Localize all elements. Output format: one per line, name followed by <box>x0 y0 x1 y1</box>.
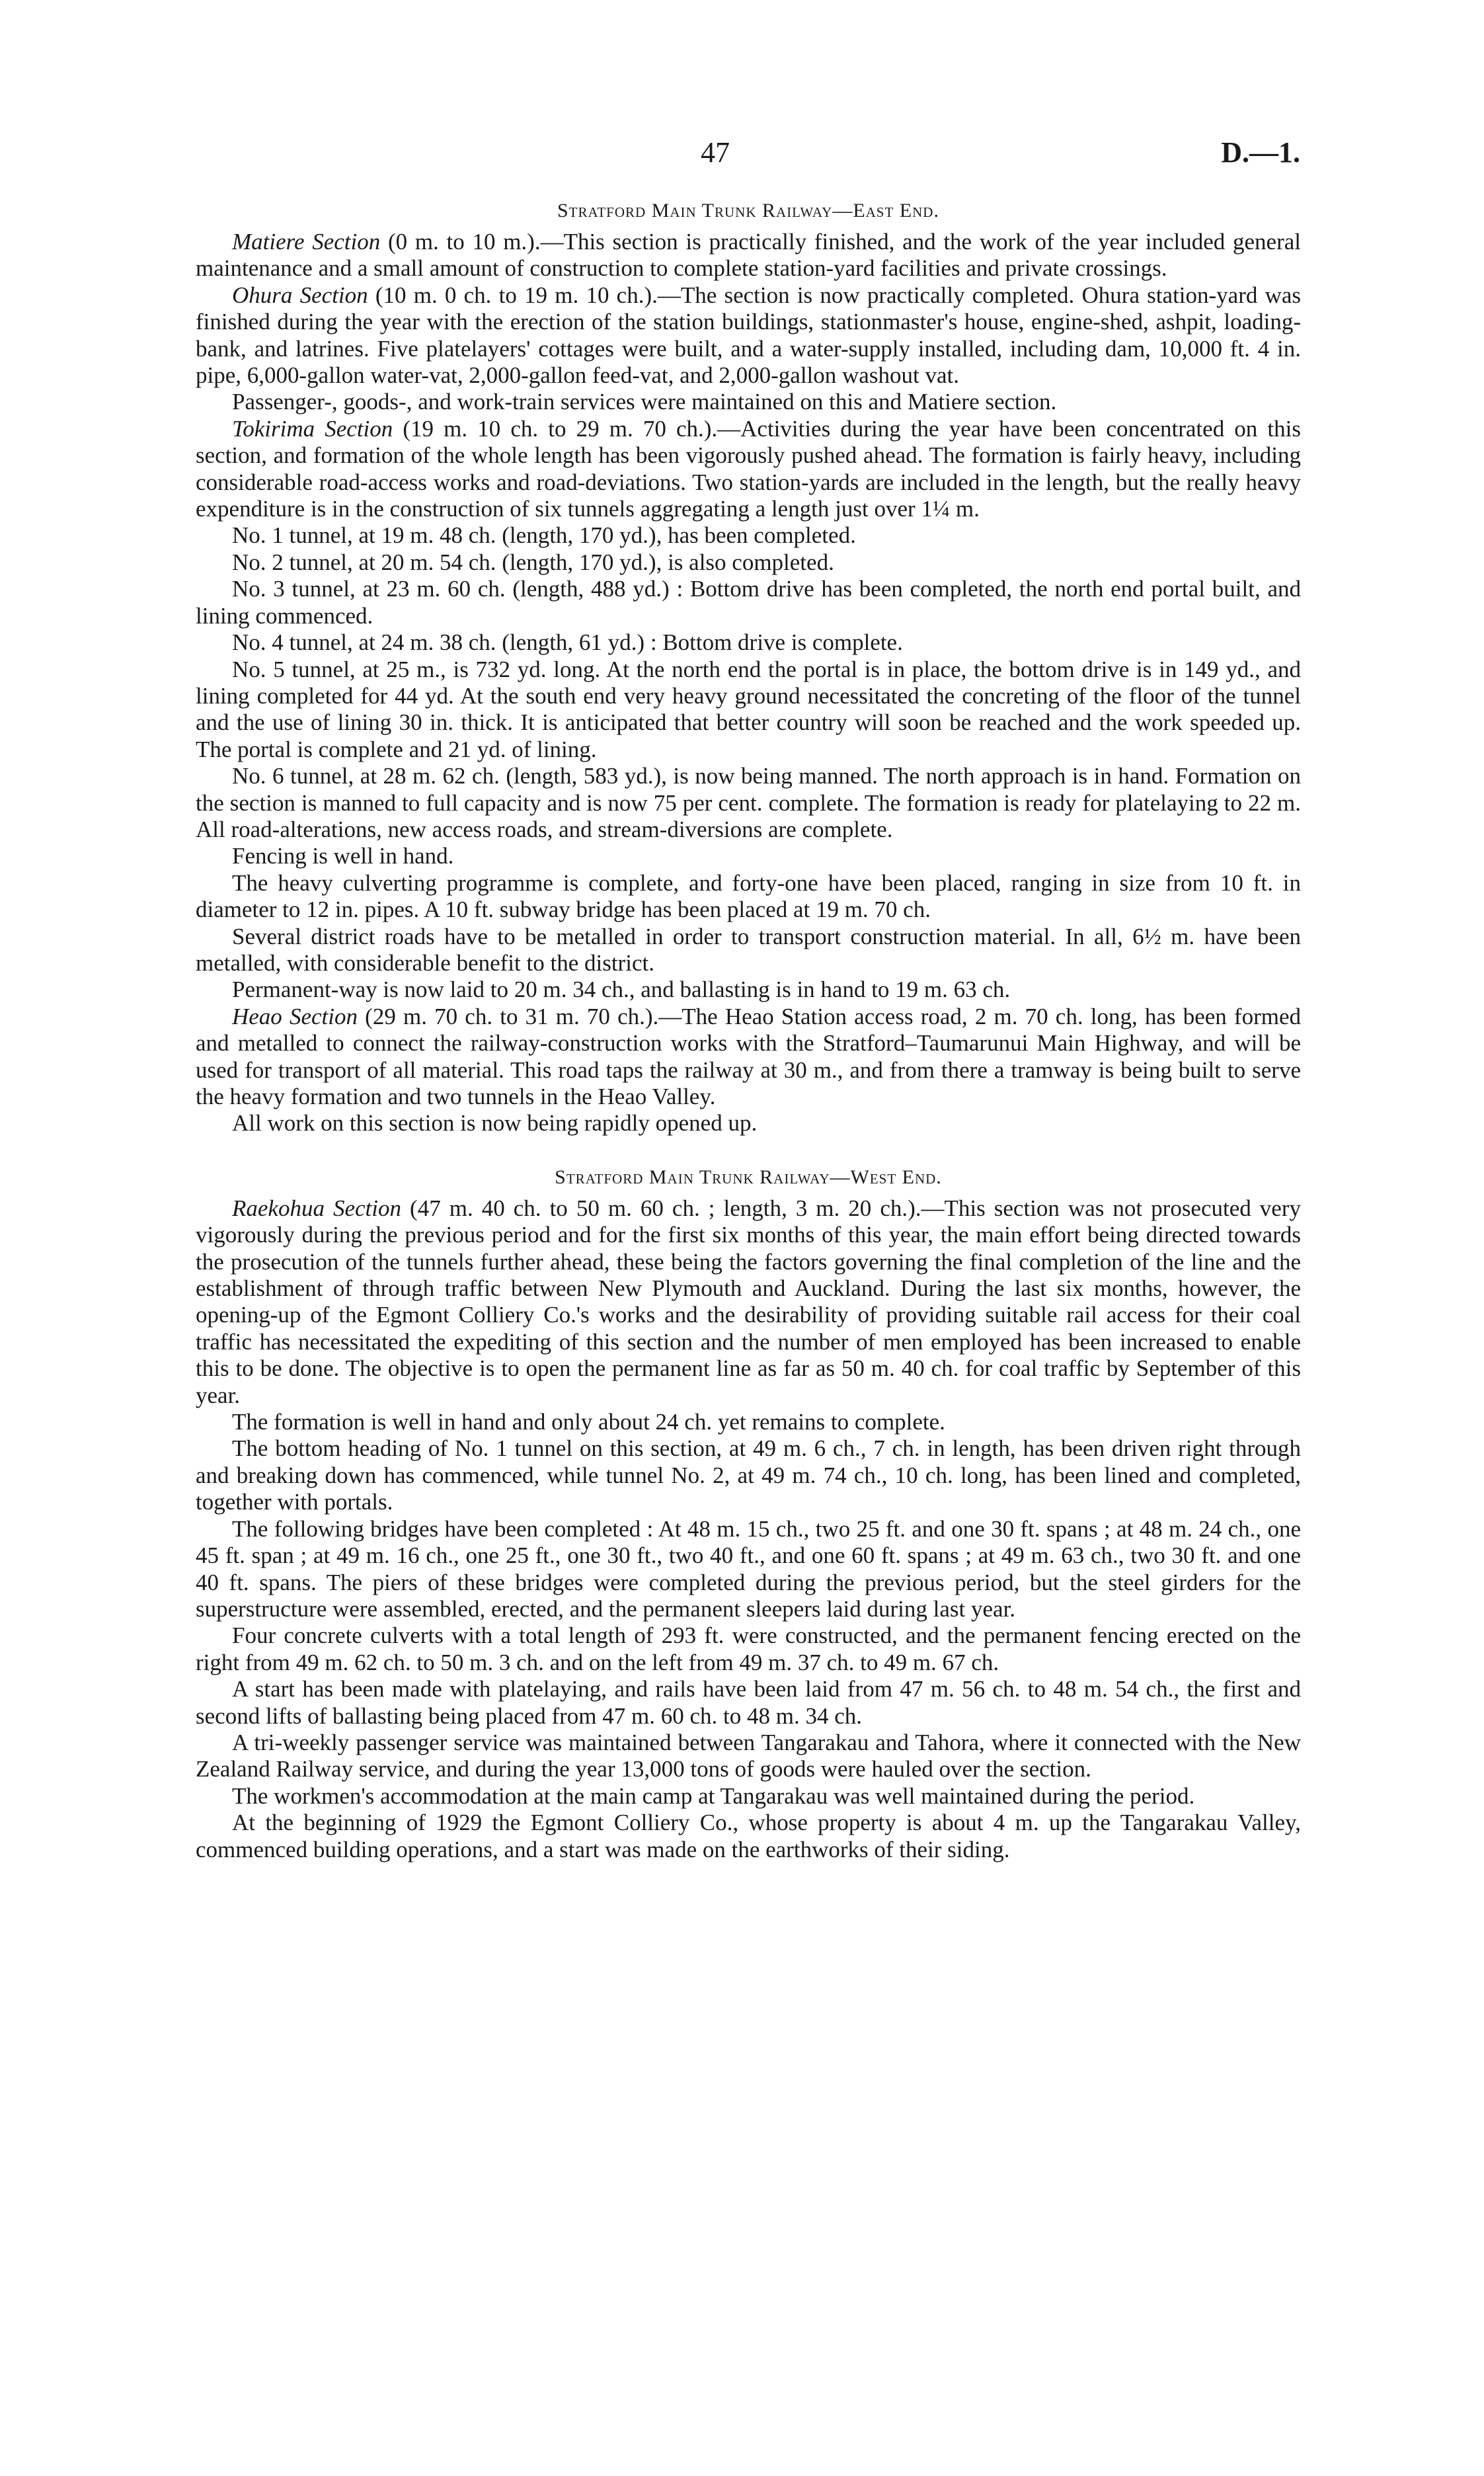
paragraph-text: (29 m. 70 ch. to 31 m. 70 ch.).—The Heao Station access road, 2 m. 70 ch. long, has been formed and metalled to connect the railway-construction works with the Stratford–Taumarunui Main Highway, and will be used for transport of all material. This road taps the railway at 30 m., and from there a tramway is being built to serve the heavy formation and two tunnels in the Heao Valley. <box>196 1003 1301 1109</box>
paragraph-platelaying: A start has been made with platelaying, and rails have been laid from 47 m. 56 ch. to 48 m. 54 ch., the first and second lifts of ballasting being placed from 47 m. 60 ch. to 48 m. 34 ch. <box>196 1676 1301 1729</box>
paragraph-bridges: The following bridges have been completed : At 48 m. 15 ch., two 25 ft. and one 30 ft. spans ; at 48 m. 24 ch., one 45 ft. span ; at 49 m. 16 ch., one 25 ft., one 30 ft., two 40 ft., and one 60 ft. spans ; at 49 m. 63 ch., two 30 ft. and one 40 ft. spans. The piers of these bridges were completed during the previous period, but the steel girders for the superstructure were assembled, erected, and the permanent sleepers laid during last year. <box>196 1515 1301 1622</box>
paragraph-tunnel-5: No. 5 tunnel, at 25 m., is 732 yd. long. At the north end the portal is in place, the bottom drive is in 149 yd., and lining completed for 44 yd. At the south end very heavy ground necessitated the concreting of the floor of the tunnel and the use of lining 30 in. thick. It is anticipated that better country will soon be reached and the work speeded up. The portal is complete and 21 yd. of lining. <box>196 656 1301 762</box>
paragraph-tunnel-1: No. 1 tunnel, at 19 m. 48 ch. (length, 170 yd.), has been completed. <box>232 522 856 549</box>
paragraph-fencing: Fencing is well in hand. <box>232 843 454 869</box>
paragraph-text: (0 m. to 10 m.).—This section is practically finished, and the work of the year included general maintenance and a small amount of construction to complete station-yard facilities and private crossings. <box>196 229 1301 282</box>
paragraph-permanent-way: Permanent-way is now laid to 20 m. 34 ch., and ballasting is in hand to 19 m. 63 ch. <box>232 977 1011 1003</box>
paragraph-raekohua-section <box>196 1195 1301 1409</box>
paragraph-tunnel-4: No. 4 tunnel, at 24 m. 38 ch. (length, 61 yd.) : Bottom drive is complete. <box>232 629 903 656</box>
paragraph-text: (10 m. 0 ch. to 19 m. 10 ch.).—The section is now practically completed. Ohura station-yard was finished during the year with the erection of the station buildings, stationmaster's house, engine-shed, ashpit, loading-bank, and latrines. Five platelayers' cottages were built, and a water-supply installed, including dam, 10,000 ft. 4 in. pipe, 6,000-gallon water-vat, 2,000-gallon feed-vat, and 2,000-gallon washout vat. <box>196 282 1302 389</box>
paragraph-opened-up: All work on this section is now being rapidly opened up. <box>232 1110 758 1137</box>
section-name: Matiere Section <box>232 229 381 255</box>
paragraph-train-services: Passenger-, goods-, and work-train services were maintained on this and Matiere section. <box>232 389 1057 415</box>
paragraph-text: (19 m. 10 ch. to 29 m. 70 ch.).—Activities during the year have been concentrated on this section, and formation of the whole length has been vigorously pushed ahead. The formation is fairly heavy, including considerable road-access works and road-deviations. Two station-yards are included in the length, but the really heavy expenditure is in the construction of six tunnels aggregating a length just over 1¼ m. <box>196 415 1301 522</box>
section-name: Ohura Section <box>232 282 368 308</box>
paragraph-heao-section <box>196 1004 1301 1111</box>
paragraph-ohura-section <box>196 282 1301 389</box>
paragraph-formation: The formation is well in hand and only about 24 ch. yet remains to complete. <box>232 1409 945 1435</box>
page-number: 47 <box>701 136 730 169</box>
paragraph-tunnel-3: No. 3 tunnel, at 23 m. 60 ch. (length, 488 yd.) : Bottom drive has been completed, the north end portal built, and lining commenced. <box>196 576 1301 629</box>
document-body <box>196 200 1301 1863</box>
paragraph-passenger-service: A tri-weekly passenger service was maintained between Tangarakau and Tahora, where it connected with the New Zealand Railway service, and during the year 13,000 tons of goods were hauled over the section. <box>196 1729 1301 1782</box>
paragraph-tunnels: The bottom heading of No. 1 tunnel on this section, at 49 m. 6 ch., 7 ch. in length, has been driven right through and breaking down has commenced, while tunnel No. 2, at 49 m. 74 ch., 10 ch. long, has been lined and completed, together with portals. <box>196 1435 1301 1515</box>
paragraph-accommodation: The workmen's accommodation at the main camp at Tangarakau was well maintained during the period. <box>232 1782 1195 1809</box>
document-reference: D.—1. <box>1221 136 1300 169</box>
section-title-west-end: Stratford Main Trunk Railway—West End. <box>555 1166 942 1188</box>
paragraph-tunnel-2: No. 2 tunnel, at 20 m. 54 ch. (length, 170 yd.), is also completed. <box>232 549 834 575</box>
paragraph-egmont-colliery: At the beginning of 1929 the Egmont Colliery Co., whose property is about 4 m. up the Tangarakau Valley, commenced building operations, and a start was made on the earthworks of their siding. <box>196 1810 1301 1862</box>
paragraph-district-roads: Several district roads have to be metalled in order to transport construction material. In all, 6½ m. have been metalled, with considerable benefit to the district. <box>196 923 1301 976</box>
paragraph-culverting: The heavy culverting programme is complete, and forty-one have been placed, ranging in size from 10 ft. in diameter to 12 in. pipes. A 10 ft. subway bridge has been placed at 19 m. 70 ch. <box>196 869 1301 923</box>
paragraph-text: (47 m. 40 ch. to 50 m. 60 ch. ; length, 3 m. 20 ch.).—This section was not prosecuted very vigorously during the previous period and for the first six months of this year, the main effort being directed towards the prosecution of the tunnels further ahead, these being the factors governing the final completion of the line and the establishment of through traffic between New Plymouth and Auckland. During the last six months, however, the opening-up of the Egmont Colliery Co.'s works and the desirability of providing suitable rail access for their coal traffic has necessitated the expediting of this section and the number of men employed has been increased to enable this to be done. The objective is to open the permanent line as far as 50 m. 40 ch. for coal traffic by September of this year. <box>196 1195 1301 1408</box>
section-spacer <box>196 1137 1301 1166</box>
section-name: Tokirima Section <box>232 415 393 442</box>
page-header <box>0 136 1484 175</box>
section-name: Heao Section <box>232 1003 358 1029</box>
paragraph-culverts: Four concrete culverts with a total length of 293 ft. were constructed, and the permanent fencing erected on the right from 49 m. 62 ch. to 50 m. 3 ch. and on the left from 49 m. 37 ch. to 49 m. 67 ch. <box>196 1622 1301 1675</box>
section-title-east-end: Stratford Main Trunk Railway—East End. <box>557 200 939 221</box>
paragraph-tunnel-6: No. 6 tunnel, at 28 m. 62 ch. (length, 583 yd.), is now being manned. The north approach is in hand. Formation on the section is manned to full capacity and is now 75 per cent. complete. The formation is ready for platelaying to 22 m. All road-alterations, new access roads, and stream-diversions are complete. <box>196 763 1301 842</box>
paragraph-tokirima-section <box>196 416 1301 523</box>
paragraph-matiere-section <box>196 229 1301 282</box>
section-name: Raekohua Section <box>232 1195 401 1221</box>
